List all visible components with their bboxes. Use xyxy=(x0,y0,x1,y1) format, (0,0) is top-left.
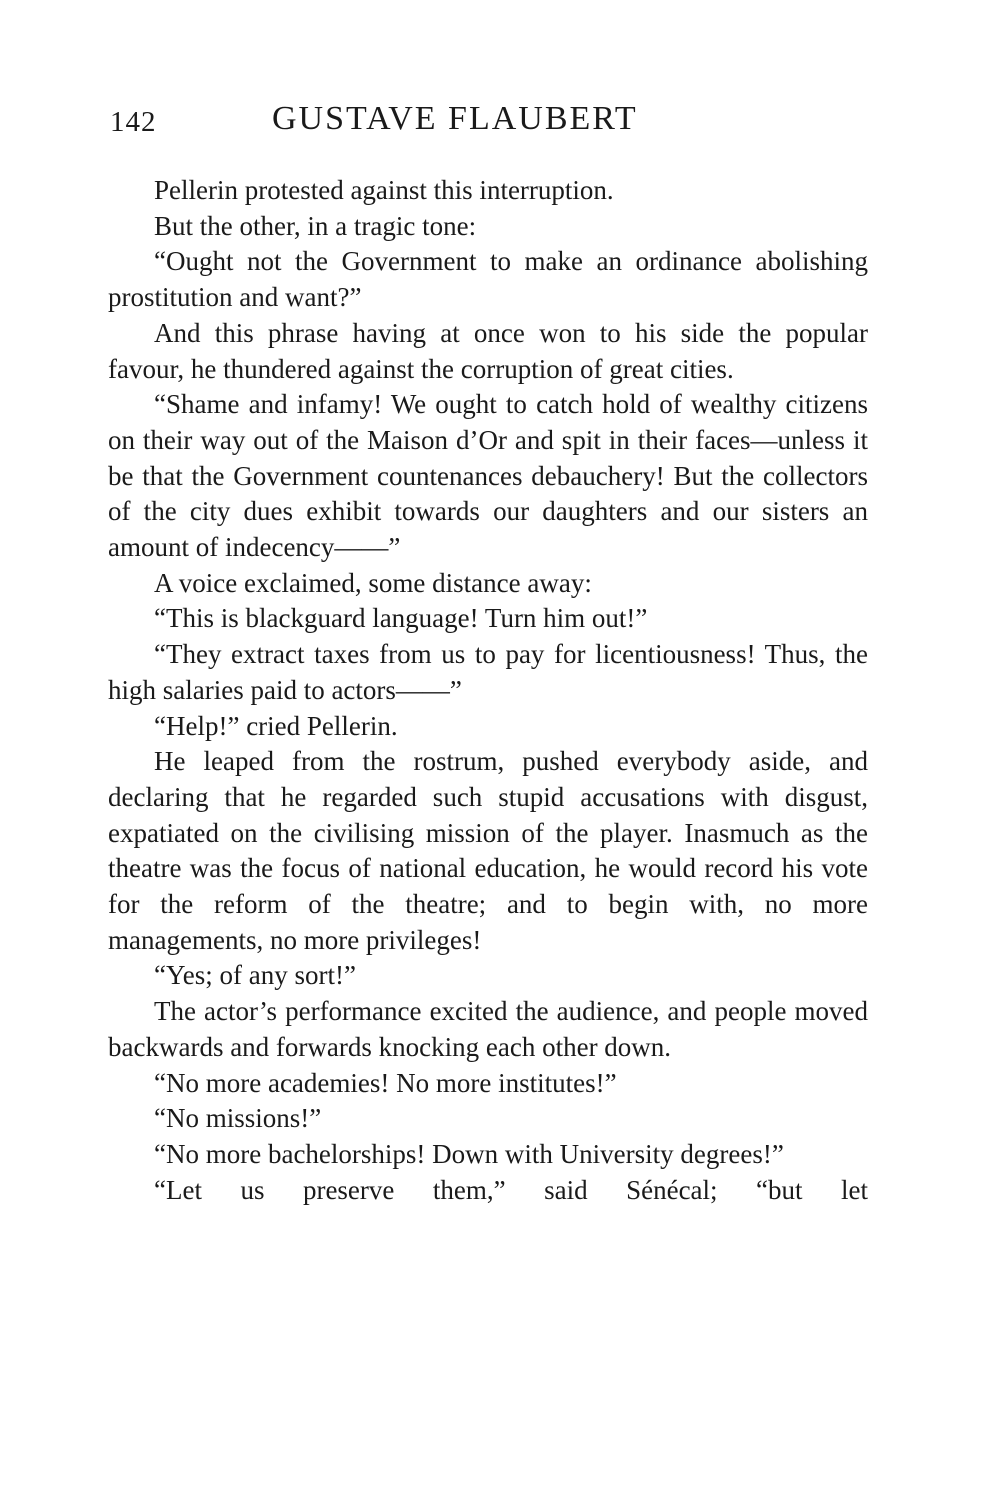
paragraph: A voice exclaimed, some distance away: xyxy=(154,567,592,598)
paragraph: He leaped from the rostrum, pushed everybody aside, and declaring that he regarded such stupid accusations with disgust, expatiated on the civilising mission of the player. Inasmuch as the theatre was the focus of national education, he would record his vote for the reform of the theatre; and to begin with, no more managements, no more privileges! xyxy=(108,746,868,955)
paragraph: “Let us preserve them,” said Sénécal; “but let xyxy=(154,1174,868,1205)
paragraph: The actor’s performance excited the audience, and people moved backwards and forwards knocking each other down. xyxy=(108,996,868,1062)
paragraph: “They extract taxes from us to pay for licentiousness! Thus, the high salaries paid to actors——” xyxy=(108,639,868,705)
paragraph: “Yes; of any sort!” xyxy=(154,960,356,991)
paragraph: “Ought not the Government to make an ordinance abolishing prostitution and want?” xyxy=(108,246,868,313)
body-text xyxy=(108,173,868,1208)
paragraph: Pellerin protested against this interruption. xyxy=(154,175,614,205)
page-header xyxy=(110,100,870,140)
paragraph: “No missions!” xyxy=(154,1103,322,1134)
paragraph: “No more bachelorships! Down with University degrees!” xyxy=(154,1138,784,1169)
paragraph: “Help!” cried Pellerin. xyxy=(154,710,398,741)
paragraph: “No more academies! No more institutes!” xyxy=(154,1067,617,1098)
paragraph: And this phrase having at once won to his side the popular favour, he thundered against the corruption of great cities. xyxy=(108,317,868,384)
running-title: GUSTAVE FLAUBERT xyxy=(272,100,638,137)
paragraph: But the other, in a tragic tone: xyxy=(154,210,477,241)
page-number: 142 xyxy=(110,106,157,138)
paragraph: “This is blackguard language! Turn him out!” xyxy=(154,603,648,634)
paragraph: “Shame and infamy! We ought to catch hold of wealthy citizens on their way out of the Maison d’Or and spit in their faces—unless it be that the Government countenances debauchery! But the collectors of the city dues exhibit towards our daughters and our sisters an amount of indecency——” xyxy=(108,389,868,563)
